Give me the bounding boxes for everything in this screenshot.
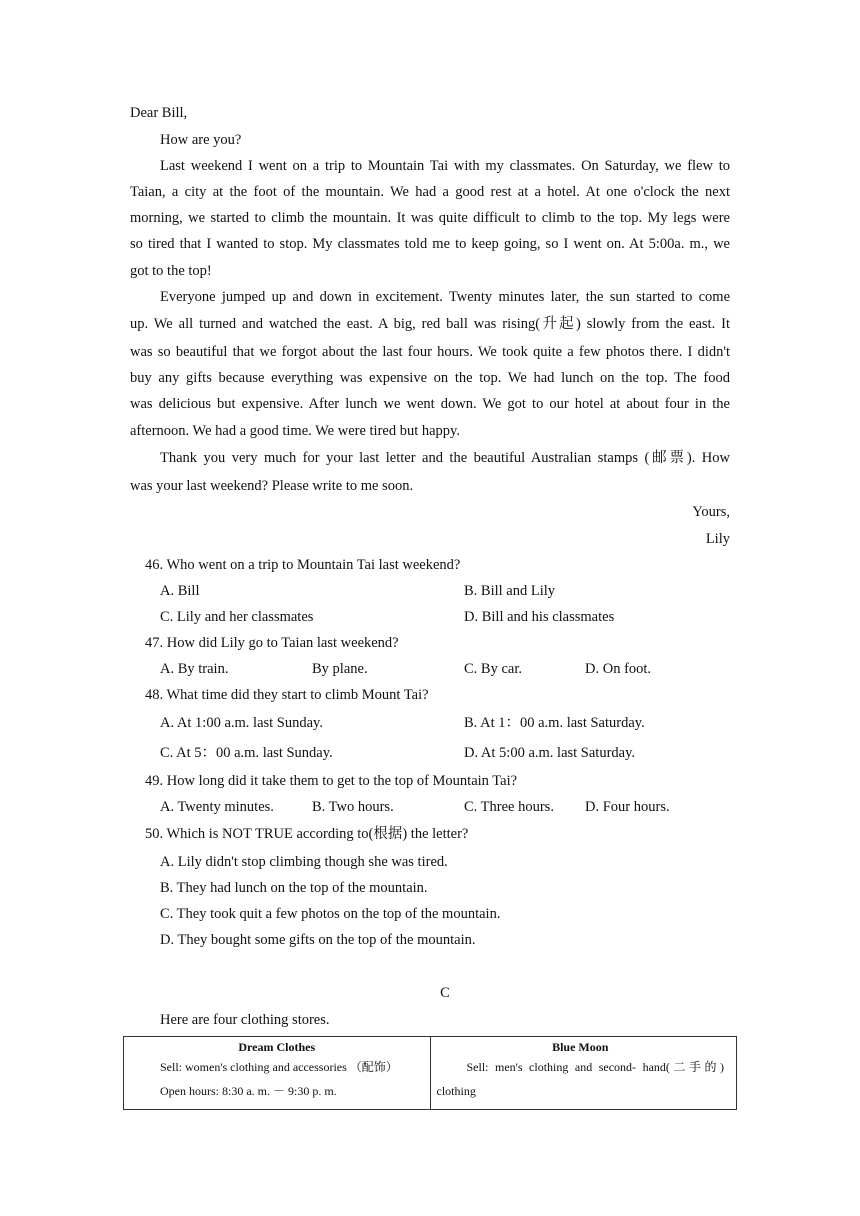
letter-line: was so beautiful that we forgot about the last four hours. We took quite a few photos there. I didn't	[130, 344, 730, 360]
question-option: C. Three hours.	[464, 799, 554, 815]
question-option: D. They bought some gifts on the top of the mountain.	[160, 932, 476, 948]
question-option: By plane.	[312, 661, 368, 677]
store-hours: Open hours: 8:30 a. m. － 9:30 p. m.	[160, 1084, 337, 1098]
letter-line: buy any gifts because everything was expensive on the top. We had lunch on the top. The food	[130, 370, 730, 386]
question-option: C. They took quit a few photos on the top of the mountain.	[160, 906, 501, 922]
letter-line: was delicious but expensive. After lunch we went down. We got to our hotel at about four in the	[130, 396, 730, 412]
letter-signature: Lily	[705, 531, 730, 547]
letter-line: afternoon. We had a good time. We were tired but happy.	[130, 423, 460, 439]
question-option: B. Two hours.	[312, 799, 394, 815]
table-row	[124, 1037, 737, 1110]
question-option: A. Twenty minutes.	[160, 799, 274, 815]
letter-greeting: Dear Bill,	[130, 105, 188, 121]
question-option: B. They had lunch on the top of the mountain.	[160, 880, 428, 896]
letter-line: Last weekend I went on a trip to Mountain Tai with my classmates. On Saturday, we flew to	[160, 158, 730, 174]
letter-line: up. We all turned and watched the east. A big, red ball was rising(升起) slowly from the east. It	[130, 316, 730, 332]
question-option: B. At 1：00 a.m. last Saturday.	[464, 715, 645, 731]
question-stem: 46. Who went on a trip to Mountain Tai last weekend?	[145, 557, 461, 573]
question-stem: 49. How long did it take them to get to the top of Mountain Tai?	[145, 773, 518, 789]
question-option: A. Bill	[160, 583, 200, 599]
letter-line: How are you?	[160, 132, 242, 148]
question-stem: 50. Which is NOT TRUE according to(根据) the letter?	[145, 826, 469, 842]
question-option: D. On foot.	[585, 661, 652, 677]
section-heading: C	[440, 985, 450, 1001]
letter-line: Everyone jumped up and down in excitement. Twenty minutes later, the sun started to come	[160, 289, 730, 305]
stores-table	[123, 1036, 737, 1110]
store-sell: Sell: women's clothing and accessories （配饰）	[160, 1060, 398, 1074]
store-sell: Sell: men's clothing and second- hand(二手的)	[466, 1060, 724, 1074]
question-option: B. Bill and Lily	[464, 583, 556, 599]
letter-line: morning, we started to climb the mountain. It was quite difficult to climb to the top. My legs were	[130, 210, 730, 226]
question-stem: 47. How did Lily go to Taian last weekend?	[145, 635, 399, 651]
question-option: A. By train.	[160, 661, 229, 677]
store-name: Dream Clothes	[238, 1040, 316, 1054]
letter-line: Taian, a city at the foot of the mountain. We had a good rest at a hotel. At one o'clock the next	[130, 184, 730, 200]
store-cell	[430, 1037, 737, 1110]
question-option: D. Four hours.	[585, 799, 670, 815]
question-option: C. By car.	[464, 661, 522, 677]
question-option: C. At 5：00 a.m. last Sunday.	[160, 745, 333, 761]
question-stem: 48. What time did they start to climb Mount Tai?	[145, 687, 429, 703]
store-name: Blue Moon	[552, 1040, 609, 1054]
letter-line: got to the top!	[130, 263, 212, 279]
section-intro: Here are four clothing stores.	[160, 1012, 330, 1028]
letter-line: so tired that I wanted to stop. My classmates told me to keep going, so I went on. At 5:00a. m., we	[130, 236, 730, 252]
letter-line: Thank you very much for your last letter and the beautiful Australian stamps (邮票). How	[160, 450, 730, 466]
store-sell: clothing	[436, 1084, 476, 1098]
question-option: A. At 1:00 a.m. last Sunday.	[160, 715, 323, 731]
question-option: C. Lily and her classmates	[160, 609, 314, 625]
store-cell	[124, 1037, 431, 1110]
letter-line: was your last weekend? Please write to me soon.	[130, 478, 414, 494]
question-option: D. Bill and his classmates	[464, 609, 615, 625]
question-option: A. Lily didn't stop climbing though she was tired.	[160, 854, 448, 870]
question-option: D. At 5:00 a.m. last Saturday.	[464, 745, 636, 761]
letter-closing: Yours,	[692, 504, 730, 520]
